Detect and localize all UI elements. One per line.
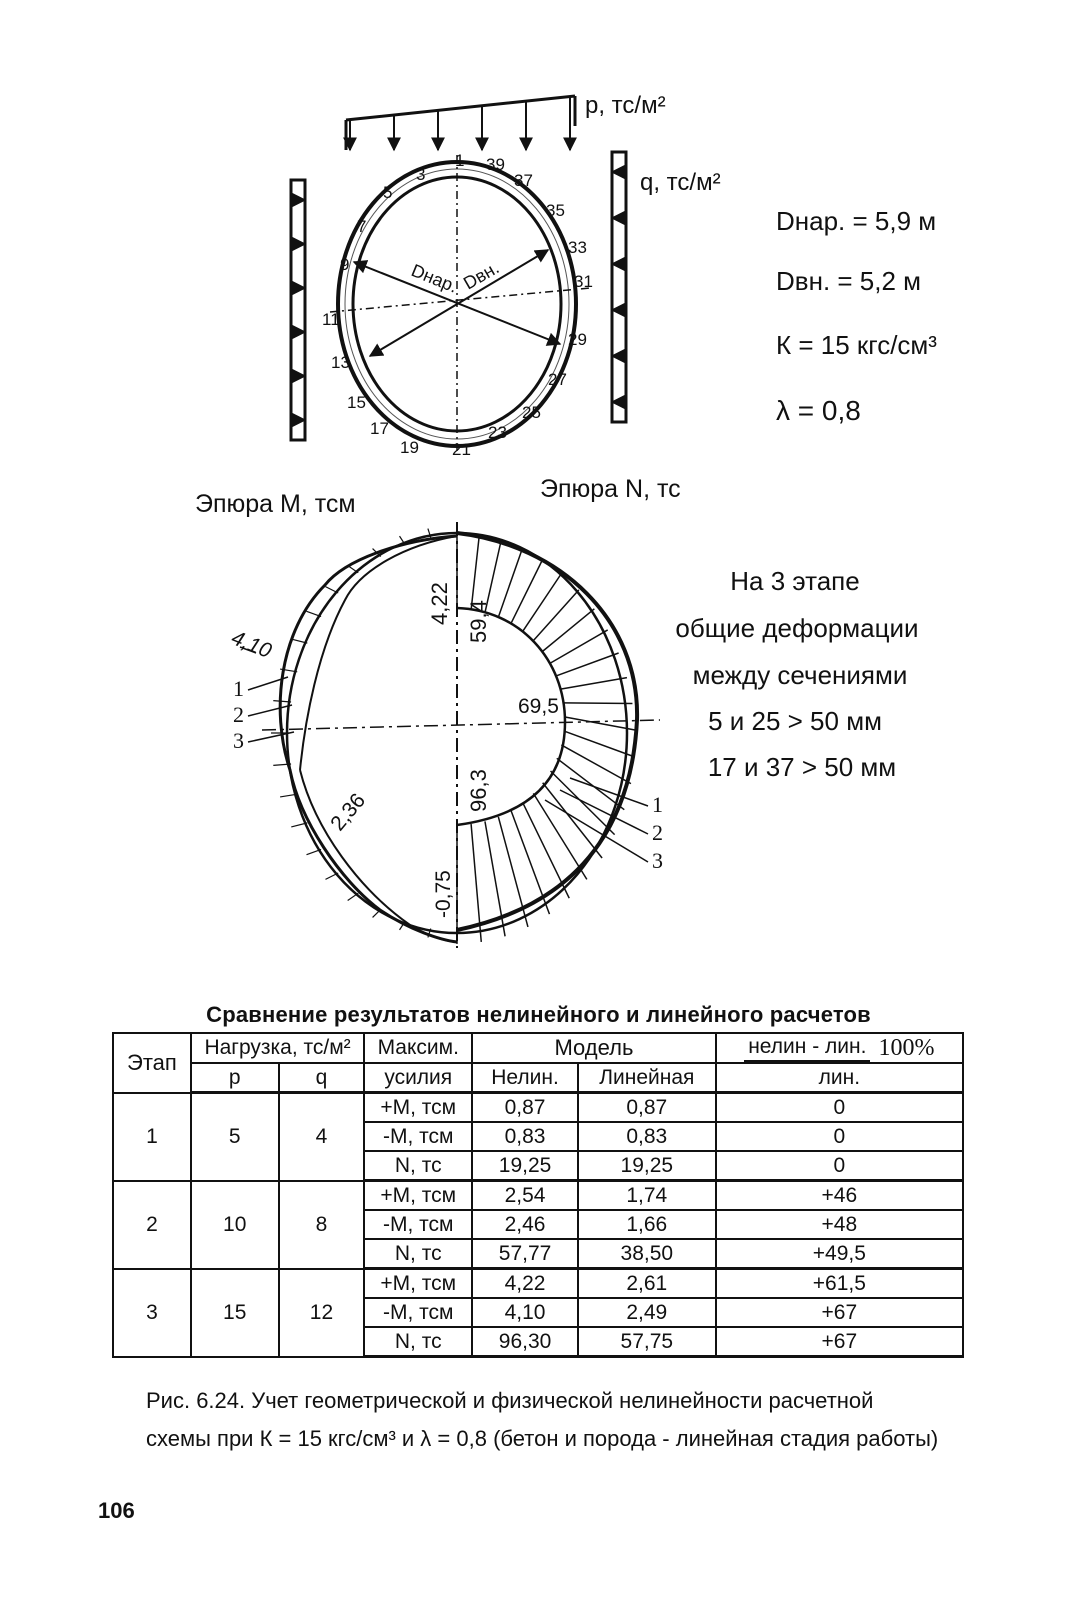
table-header-row-1 bbox=[113, 1033, 963, 1063]
section-number-label: 5 bbox=[383, 183, 393, 202]
table-row bbox=[113, 1269, 963, 1299]
header-p: p bbox=[191, 1063, 279, 1093]
table-title: Сравнение результатов нелинейного и линейного расчетов bbox=[206, 1002, 871, 1027]
load-q-label: q, тс/м² bbox=[640, 169, 721, 196]
param-d-inner: Dвн. = 5,2 м bbox=[776, 266, 922, 296]
page-number: 106 bbox=[98, 1498, 135, 1523]
n-value-top: 59,4 bbox=[466, 600, 491, 643]
header-max-forces-2: усилия bbox=[364, 1063, 472, 1093]
header-q: q bbox=[279, 1063, 365, 1093]
section-number-label: 35 bbox=[546, 201, 565, 220]
note-line-5: 17 и 37 > 50 мм bbox=[707, 752, 897, 782]
cell-lin: 57,75 bbox=[578, 1327, 716, 1357]
cell-nonlin: 2,46 bbox=[472, 1210, 578, 1239]
cell-diff: 0 bbox=[716, 1093, 963, 1123]
cell-force: +М, тсм bbox=[364, 1269, 472, 1299]
cell-force: -М, тсм bbox=[364, 1122, 472, 1151]
note-line-2: общие деформации bbox=[675, 613, 919, 643]
cell-q: 8 bbox=[279, 1181, 365, 1269]
note-line-3: между сечениями bbox=[692, 660, 908, 690]
m-value-left: 4,10 bbox=[228, 626, 275, 663]
section-number-label: 13 bbox=[331, 353, 350, 372]
cell-diff: 0 bbox=[716, 1151, 963, 1181]
cell-p: 15 bbox=[191, 1269, 279, 1357]
header-model: Модель bbox=[472, 1033, 716, 1063]
cell-force: N, тс bbox=[364, 1327, 472, 1357]
cell-q: 4 bbox=[279, 1093, 365, 1181]
lining-ring bbox=[330, 155, 590, 455]
section-number-label: 37 bbox=[514, 171, 533, 190]
n-value-right: 69,5 bbox=[518, 695, 559, 718]
cell-p: 10 bbox=[191, 1181, 279, 1269]
comparison-table bbox=[112, 1032, 964, 1358]
param-k: К = 15 кгс/см³ bbox=[776, 330, 937, 360]
note-line-1: На 3 этапе bbox=[730, 566, 860, 596]
cell-lin: 2,49 bbox=[578, 1298, 716, 1327]
header-linear: Линейная bbox=[578, 1063, 716, 1093]
cell-lin: 0,87 bbox=[578, 1093, 716, 1123]
header-ratio-numerator: нелин - лин. bbox=[744, 1034, 870, 1062]
cell-lin: 19,25 bbox=[578, 1151, 716, 1181]
cell-force: N, тс bbox=[364, 1239, 472, 1269]
cell-force: -М, тсм bbox=[364, 1210, 472, 1239]
section-number-label: 11 bbox=[322, 310, 340, 329]
section-number-label: 21 bbox=[452, 440, 471, 459]
note-line-4: 5 и 25 > 50 мм bbox=[708, 706, 882, 736]
n-stage-label-2: 2 bbox=[652, 820, 663, 845]
cell-nonlin: 19,25 bbox=[472, 1151, 578, 1181]
section-number-label: 7 bbox=[357, 217, 367, 236]
section-number-label: 27 bbox=[548, 370, 567, 389]
header-ratio bbox=[716, 1033, 963, 1063]
m-value-bottom-left: 2,36 bbox=[326, 789, 371, 836]
moment-epure-title: Эпюра М, тсм bbox=[195, 490, 356, 518]
header-stage: Этап bbox=[113, 1033, 191, 1093]
table-header-row-2 bbox=[113, 1063, 963, 1093]
cell-p: 5 bbox=[191, 1093, 279, 1181]
header-ratio-percent: 100% bbox=[878, 1035, 935, 1061]
cell-diff: +46 bbox=[716, 1181, 963, 1211]
cell-lin: 1,66 bbox=[578, 1210, 716, 1239]
cell-stage: 3 bbox=[113, 1269, 191, 1357]
cell-nonlin: 96,30 bbox=[472, 1327, 578, 1357]
section-number-label: 33 bbox=[568, 238, 587, 257]
section-number-label: 29 bbox=[568, 330, 587, 349]
m-value-top: 4,22 bbox=[427, 582, 452, 625]
d-inner-arrow-label: Dвн. bbox=[460, 257, 503, 294]
cell-diff: 0 bbox=[716, 1122, 963, 1151]
section-number-label: 23 bbox=[488, 423, 507, 442]
cell-stage: 2 bbox=[113, 1181, 191, 1269]
section-number-label: 15 bbox=[347, 393, 366, 412]
load-q-left-diagram bbox=[291, 180, 305, 440]
cell-force: +М, тсм bbox=[364, 1093, 472, 1123]
section-number-label: 39 bbox=[486, 155, 505, 174]
cell-nonlin: 0,87 bbox=[472, 1093, 578, 1123]
section-number-label: 1 bbox=[455, 151, 465, 170]
cell-nonlin: 2,54 bbox=[472, 1181, 578, 1211]
section-number-label: 31 bbox=[574, 272, 593, 291]
header-load: Нагрузка, тс/м² bbox=[191, 1033, 365, 1063]
cell-stage: 1 bbox=[113, 1093, 191, 1181]
figure-caption bbox=[146, 1382, 966, 1458]
cell-nonlin: 57,77 bbox=[472, 1239, 578, 1269]
table-row bbox=[113, 1181, 963, 1211]
load-q-right-diagram bbox=[612, 152, 626, 422]
n-value-bottom: 96,3 bbox=[466, 769, 491, 812]
section-number-label: 19 bbox=[400, 438, 419, 457]
cell-diff: +61,5 bbox=[716, 1269, 963, 1299]
caption-line-2: схемы при К = 15 кгс/см³ и λ = 0,8 (бетон и порода - линейная стадия работы) bbox=[146, 1426, 939, 1451]
section-number-label: 9 bbox=[340, 255, 350, 274]
section-number-label: 17 bbox=[370, 419, 389, 438]
cell-nonlin: 4,22 bbox=[472, 1269, 578, 1299]
stage3-note bbox=[675, 566, 918, 782]
cell-diff: +67 bbox=[716, 1327, 963, 1357]
normal-epure-title: Эпюра N, тс bbox=[540, 475, 681, 503]
m-stage-label-2: 2 bbox=[233, 702, 244, 727]
cell-lin: 0,83 bbox=[578, 1122, 716, 1151]
cell-q: 12 bbox=[279, 1269, 365, 1357]
section-number-label: 25 bbox=[522, 403, 541, 422]
cell-lin: 2,61 bbox=[578, 1269, 716, 1299]
cell-diff: +48 bbox=[716, 1210, 963, 1239]
cell-force: -М, тсм bbox=[364, 1298, 472, 1327]
m-value-bottom: -0,75 bbox=[432, 870, 455, 918]
cell-lin: 38,50 bbox=[578, 1239, 716, 1269]
header-max-forces-1: Максим. bbox=[364, 1033, 472, 1063]
load-p-diagram bbox=[346, 96, 575, 150]
caption-line-1: Рис. 6.24. Учет геометрической и физической нелинейности расчетной bbox=[146, 1388, 874, 1413]
table-row bbox=[113, 1093, 963, 1123]
header-nonlin: Нелин. bbox=[472, 1063, 578, 1093]
m-stage-label-3: 3 bbox=[233, 728, 244, 753]
cell-nonlin: 0,83 bbox=[472, 1122, 578, 1151]
cell-diff: +67 bbox=[716, 1298, 963, 1327]
n-stage-label-1: 1 bbox=[652, 792, 663, 817]
load-p-label: p, тс/м² bbox=[585, 92, 666, 119]
section-number-label: 3 bbox=[416, 165, 426, 184]
param-lambda: λ = 0,8 bbox=[776, 395, 861, 426]
param-d-outer: Dнар. = 5,9 м bbox=[776, 206, 937, 236]
cell-diff: +49,5 bbox=[716, 1239, 963, 1269]
cell-force: N, тс bbox=[364, 1151, 472, 1181]
n-stage-label-3: 3 bbox=[652, 848, 663, 873]
d-outer-arrow-label: Dнар. bbox=[408, 260, 461, 297]
cell-nonlin: 4,10 bbox=[472, 1298, 578, 1327]
cell-lin: 1,74 bbox=[578, 1181, 716, 1211]
header-ratio-denominator: лин. bbox=[716, 1063, 963, 1093]
m-stage-label-1: 1 bbox=[233, 676, 244, 701]
cell-force: +М, тсм bbox=[364, 1181, 472, 1211]
